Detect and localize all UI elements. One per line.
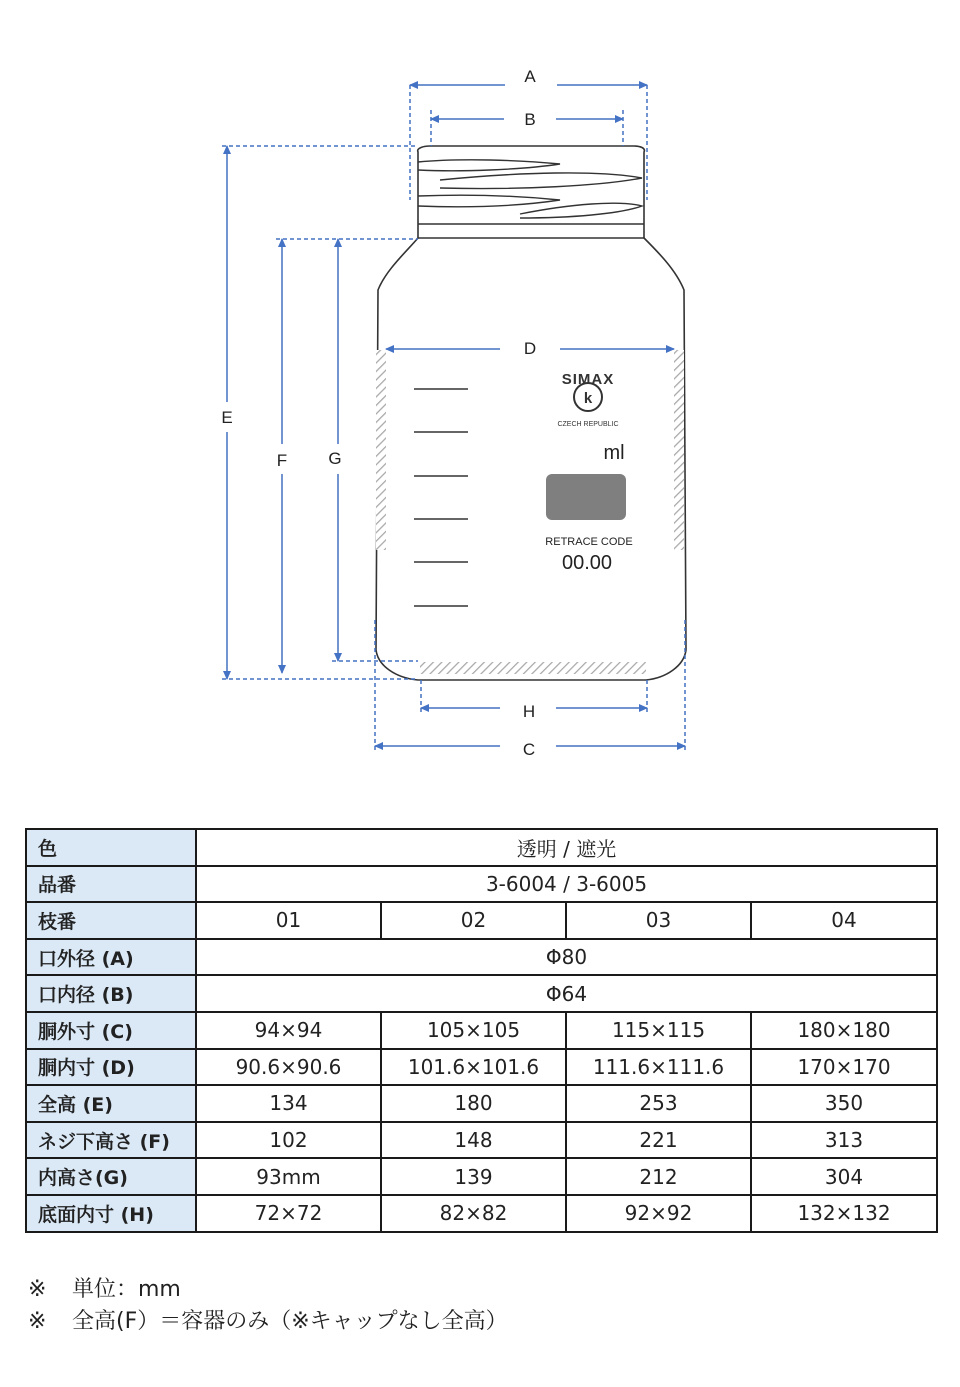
row-label: 胴外寸 (C)	[26, 1012, 196, 1049]
bottle-outline	[376, 146, 686, 680]
table-cell: 透明 / 遮光	[196, 829, 937, 866]
wall-hatch-left	[376, 350, 386, 550]
table-row	[26, 902, 937, 939]
notes	[28, 1274, 508, 1338]
spec-table-body	[26, 829, 937, 1232]
row-label: 全高 (E)	[26, 1085, 196, 1122]
table-cell: 03	[566, 902, 751, 939]
table-cell: 134	[196, 1085, 381, 1122]
row-label: 色	[26, 829, 196, 866]
table-cell: 350	[751, 1085, 937, 1122]
simax-logo	[557, 371, 618, 428]
graduation-marks	[414, 389, 468, 606]
wall-hatch-right	[674, 350, 684, 550]
retrace-label: RETRACE CODE	[545, 536, 633, 548]
dim-label-h: H	[522, 702, 536, 721]
table-cell: 3-6004 / 3-6005	[196, 866, 937, 903]
table-cell: 212	[566, 1158, 751, 1195]
table-cell: 90.6×90.6	[196, 1049, 381, 1086]
note-height	[28, 1306, 508, 1338]
thread-3	[418, 195, 560, 207]
table-cell: 92×92	[566, 1195, 751, 1232]
table-row	[26, 1158, 937, 1195]
table-row	[26, 1012, 937, 1049]
table-cell: 253	[566, 1085, 751, 1122]
dim-label-a: A	[524, 67, 536, 86]
dim-label-g: G	[328, 449, 342, 468]
table-cell: 221	[566, 1122, 751, 1159]
row-label: 内高さ(G)	[26, 1158, 196, 1195]
table-cell: Φ80	[196, 939, 937, 976]
row-label: 枝番	[26, 902, 196, 939]
label-patch	[546, 474, 626, 520]
table-cell: 94×94	[196, 1012, 381, 1049]
table-cell: 01	[196, 902, 381, 939]
logo-text: SIMAX	[561, 371, 615, 388]
row-label: 口内径 (B)	[26, 975, 196, 1012]
row-label: 口外径 (A)	[26, 939, 196, 976]
table-cell: 101.6×101.6	[381, 1049, 566, 1086]
table-cell: 304	[751, 1158, 937, 1195]
row-label: 品番	[26, 866, 196, 903]
note-unit	[28, 1274, 508, 1306]
spec-table	[25, 828, 938, 1233]
dim-label-b: B	[524, 110, 536, 129]
table-cell: Φ64	[196, 975, 937, 1012]
note-text: 全高(F）＝容器のみ（※キャップなし全高）	[72, 1309, 508, 1334]
dimension-lines	[222, 85, 685, 750]
row-label: 胴内寸 (D)	[26, 1049, 196, 1086]
table-cell: 102	[196, 1122, 381, 1159]
bottle-body	[376, 238, 686, 680]
svg-text:k: k	[583, 390, 593, 407]
table-row	[26, 1049, 937, 1086]
dim-label-e: E	[221, 408, 233, 427]
thread-1	[418, 160, 560, 171]
row-label: 底面内寸 (H)	[26, 1195, 196, 1232]
unit-label: ml	[603, 442, 625, 464]
table-cell: 132×132	[751, 1195, 937, 1232]
table-cell: 72×72	[196, 1195, 381, 1232]
table-cell: 93mm	[196, 1158, 381, 1195]
table-cell: 105×105	[381, 1012, 566, 1049]
table-cell: 139	[381, 1158, 566, 1195]
table-row	[26, 1122, 937, 1159]
thread-2	[440, 173, 642, 189]
table-row	[26, 866, 937, 903]
bottom-hatch	[420, 662, 646, 674]
dim-label-f: F	[276, 451, 288, 470]
table-cell: 170×170	[751, 1049, 937, 1086]
table-cell: 313	[751, 1122, 937, 1159]
retrace-code: 00.00	[561, 552, 613, 574]
table-cell: 82×82	[381, 1195, 566, 1232]
table-cell: 180	[381, 1085, 566, 1122]
dim-label-c: C	[522, 740, 536, 759]
row-label: ネジ下高さ (F)	[26, 1122, 196, 1159]
table-cell: 04	[751, 902, 937, 939]
note-mark: ※	[28, 1309, 47, 1334]
table-row	[26, 939, 937, 976]
logo-subtext: CZECH REPUBLIC	[557, 421, 619, 428]
note-text: 単位：mm	[72, 1277, 181, 1302]
table-row	[26, 1195, 937, 1232]
table-row	[26, 1085, 937, 1122]
thread-4	[520, 203, 642, 218]
table-cell: 02	[381, 902, 566, 939]
table-cell: 180×180	[751, 1012, 937, 1049]
table-cell: 111.6×111.6	[566, 1049, 751, 1086]
table-cell: 148	[381, 1122, 566, 1159]
table-row	[26, 975, 937, 1012]
note-mark: ※	[28, 1277, 47, 1302]
table-row	[26, 829, 937, 866]
dim-label-d: D	[523, 339, 537, 358]
table-cell: 115×115	[566, 1012, 751, 1049]
